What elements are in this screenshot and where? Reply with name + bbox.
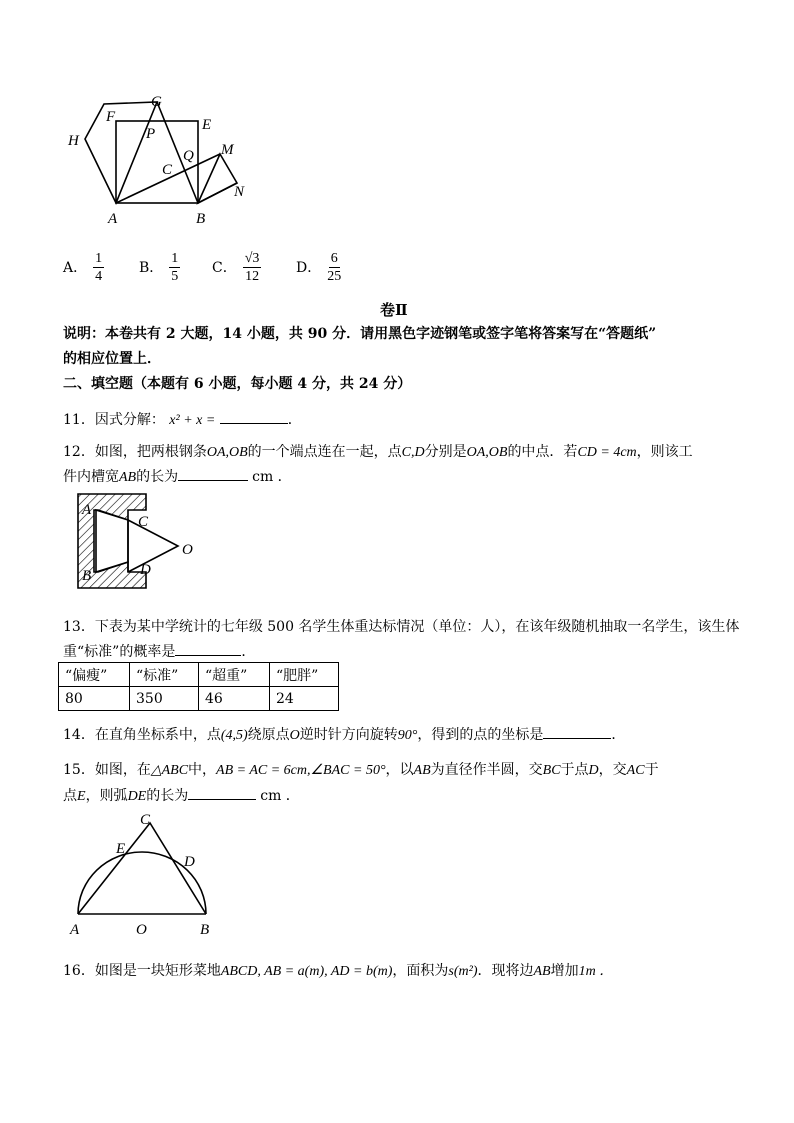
option-d[interactable]: D． $\frac{6}{25}$ (296, 250, 342, 284)
table-header-cell: “肥胖” (270, 663, 339, 687)
answer-blank-14[interactable] (543, 724, 611, 739)
label-d: D (140, 562, 151, 578)
label-b: B (82, 568, 92, 584)
question-15-line1: 15．如图，在△ABC中，AB = AC = 6cm,∠BAC = 50°，以AB为直径作半圆，交BC于点D，交AC于 (63, 762, 659, 778)
section-note-line1: 说明：本卷共有 2 大题，14 小题，共 90 分．请用黑色字迹钢笔或签字笔将答案写在“答题纸” (63, 326, 657, 342)
table-cell: 46 (199, 687, 270, 711)
table-header-row (59, 663, 339, 687)
label-p: P (146, 126, 156, 142)
option-a[interactable]: A． $\frac{1}{4}$ (63, 250, 103, 284)
question-13-line1: 13．下表为某中学统计的七年级 500 名学生体重达标情况（单位：人），在该年级随机抽取一名学生，该生体 (63, 619, 740, 635)
section-note-line2: 的相应位置上． (63, 351, 161, 367)
weight-stats-table (58, 662, 339, 711)
question-16: 16．如图是一块矩形菜地ABCD, AB = a(m), AD = b(m)，面积为s(m²)．现将边AB增加1m ． (63, 963, 614, 979)
label-c: C (162, 162, 173, 178)
table-cell: 24 (270, 687, 339, 711)
section-heading: 二、填空题（本题有 6 小题，每小题 4 分，共 24 分） (63, 376, 412, 392)
table-header-cell: “标准” (130, 663, 199, 687)
label-h: H (68, 133, 79, 149)
question-14: 14．在直角坐标系中，点(4,5)绕原点O逆时针方向旋转90°，得到的点的坐标是 ． (63, 724, 625, 744)
option-c[interactable]: C． $\frac{√3}{12}$ (212, 250, 260, 284)
label-a: A (108, 211, 118, 227)
table-header-cell: “超重” (199, 663, 270, 687)
answer-blank-13[interactable] (175, 641, 241, 656)
table-header-cell: “偏瘦” (59, 663, 130, 687)
option-b[interactable]: B． $\frac{1}{5}$ (139, 250, 179, 284)
square-ahgf-ish (85, 102, 157, 203)
label-q: Q (183, 148, 194, 164)
label-c: C (138, 514, 149, 530)
label-a: A (82, 502, 92, 518)
label-a: A (70, 922, 80, 938)
label-o: O (182, 542, 193, 558)
label-c: C (140, 812, 151, 828)
question-15-line2: 点E，则弧DE的长为 cm ． (63, 785, 300, 805)
q12-workpiece-figure (68, 490, 208, 595)
table-row (59, 687, 339, 711)
question-12-line2: 件内槽宽AB的长为 cm ． (63, 466, 292, 486)
label-b: B (200, 922, 210, 938)
label-e: E (202, 117, 212, 133)
q10-geometry-figure (60, 88, 260, 233)
label-m: M (221, 142, 234, 158)
label-n: N (234, 184, 245, 200)
table-cell: 80 (59, 687, 130, 711)
label-d: D (184, 854, 195, 870)
question-12-line1: 12．如图，把两根钢条OA,OB的一个端点连在一起，点C,D分别是OA,OB的中点．若CD = 4cm，则该工 (63, 444, 693, 460)
label-b: B (196, 211, 206, 227)
label-e: E (116, 841, 126, 857)
label-o: O (136, 922, 147, 938)
label-f: F (106, 109, 116, 125)
answer-blank-11[interactable] (220, 409, 288, 424)
table-cell: 350 (130, 687, 199, 711)
answer-blank-15[interactable] (188, 785, 256, 800)
question-11: 11．因式分解： x² + x = ． (63, 409, 302, 429)
label-g: G (151, 94, 162, 110)
q15-triangle-semicircle-figure (62, 808, 222, 938)
answer-blank-12[interactable] (178, 466, 248, 481)
section-title: 卷Ⅱ (380, 301, 408, 319)
question-13-line2: 重“标准”的概率是 ． (63, 641, 255, 661)
